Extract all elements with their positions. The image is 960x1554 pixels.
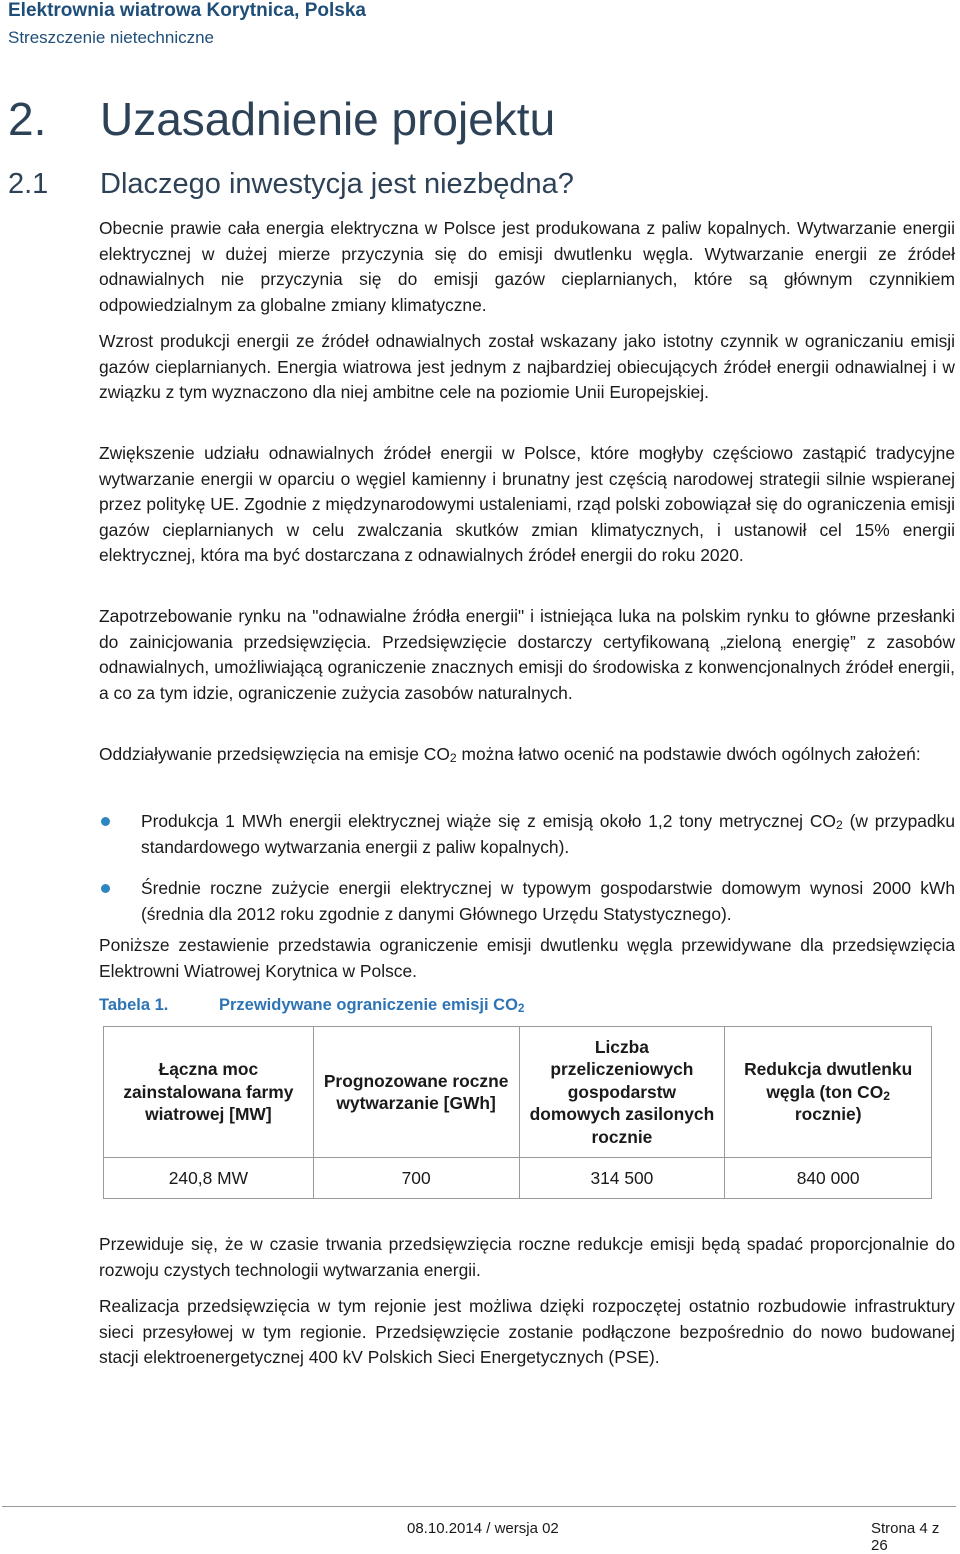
table-label: Tabela 1. xyxy=(99,996,169,1014)
table-row xyxy=(104,1158,932,1199)
paragraph-text: Obecnie prawie cała energia elektryczna w Polsce jest produkowana z paliw kopalnych. Wytwarzanie energii elektrycznej w dużej mierze przyczynia się do emisji dwutlenku węgla. Wytwarzanie energii ze źródeł odnawialnych nie przyczynia się do emisji gazów cieplarnianych, które są głównym czynnikiem odpowiedzialnym za globalne zmiany klimatyczne. xyxy=(99,218,955,315)
subscript: 2 xyxy=(883,1088,890,1103)
bullet-icon xyxy=(101,884,110,893)
paragraph-text: Zwiększenie udziału odnawialnych źródeł energii w Polsce, które mogłyby częściowo zastąpić tradycyjne wytwarzanie energii w oparciu o węgiel kamienny i brunatny jest częścią narodowej strategii silnie wspieranej przez politykę UE. Zgodnie z międzynarodowymi ustaleniami, rząd polski zobowiązał się do ograniczenia emisji gazów cieplarnianych w celu zwalczania skutków zmian klimatycznych, i ustanowił cel 15% energii elektrycznej, która ma być dostarczana z odnawialnych źródeł energii do roku 2020. xyxy=(99,443,955,565)
emissions-table xyxy=(103,1026,932,1199)
cell-installed-capacity: 240,8 MW xyxy=(104,1158,314,1199)
paragraph-text xyxy=(99,742,955,768)
paragraph-text: Przewiduje się, że w czasie trwania przedsięwzięcia roczne redukcje emisji będą spadać proporcjonalnie do rozwoju czystych technologii wytwarzania energii. xyxy=(99,1234,955,1280)
header-installed-capacity: Łączna moc zainstalowana farmy wiatrowej [MW] xyxy=(104,1027,314,1158)
paragraph-7 xyxy=(99,1232,955,1283)
text-run: (w przypadku standardowego wytwarzania energii z paliw kopalnych). xyxy=(141,811,956,857)
header-co2-reduction xyxy=(725,1027,932,1158)
subsection-heading xyxy=(8,168,574,201)
paragraph-3 xyxy=(99,441,955,569)
section-title: Uzasadnienie projektu xyxy=(100,93,556,145)
subsection-number: 2.1 xyxy=(8,168,49,200)
paragraph-text: Wzrost produkcji energii ze źródeł odnawialnych został wskazany jako istotny czynnik w ograniczaniu emisji gazów cieplarnianych. Energia wiatrowa jest jednym z najbardziej obiecujących źródeł energii odnawialnej i w związku z tym wyznaczono dla niej ambitne cele na poziomie Unii Europejskiej. xyxy=(99,331,955,402)
text-run: Redukcja dwutlenku węgla (ton CO xyxy=(744,1059,913,1102)
text-run: Produkcja 1 MWh energii elektrycznej wiąże się z emisją około 1,2 tony metrycznej CO xyxy=(141,811,836,831)
paragraph-2 xyxy=(99,329,955,406)
table-header-row xyxy=(104,1027,932,1158)
paragraph-text: Realizacja przedsięwzięcia w tym rejonie jest możliwa dzięki rozpoczętej ostatnio rozbudowie infrastruktury sieci przesyłowej w tym regionie. Przedsięwzięcie zostanie podłączone bezpośrednio do nowo budowanej stacji elektroenergetycznej 400 kV Polskich Sieci Energetycznych (PSE). xyxy=(99,1296,955,1367)
paragraph-4 xyxy=(99,604,955,706)
document-header-title: Elektrownia wiatrowa Korytnica, Polska xyxy=(8,0,366,21)
paragraph-text: Zapotrzebowanie rynku na "odnawialne źródła energii" i istniejąca luka na polskim rynku to główne przesłanki do zainicjowania przedsięwzięcia. Przedsięwzięcie dostarczy certyfikowaną „zieloną energię” z zasobów odnawialnych, umożliwiającą ograniczenie znacznych emisji do środowiska z konwencjonalnych źródeł energii, a co za tym idzie, ograniczenie zużycia zasobów naturalnych. xyxy=(99,606,955,703)
footer-page-number: Strona 4 z 26 xyxy=(871,1520,940,1554)
subscript: 2 xyxy=(835,818,843,832)
paragraph-8 xyxy=(99,1294,955,1371)
header-households: Liczba przeliczeniowych gospodarstw domowych zasilonych rocznie xyxy=(519,1027,725,1158)
subscript: 2 xyxy=(449,751,457,765)
cell-annual-generation: 700 xyxy=(313,1158,519,1199)
header-annual-generation: Prognozowane roczne wytwarzanie [GWh] xyxy=(313,1027,519,1158)
cell-households: 314 500 xyxy=(519,1158,725,1199)
table-caption xyxy=(99,996,524,1015)
footer-divider xyxy=(2,1506,956,1507)
paragraph-text: Poniższe zestawienie przedstawia ograniczenie emisji dwutlenku węgla przewidywane dla przedsięwzięcia Elektrowni Wiatrowej Korytnica w Polsce. xyxy=(99,935,955,981)
subscript: 2 xyxy=(517,1003,525,1015)
section-heading xyxy=(8,92,555,146)
bullet-item xyxy=(99,876,955,927)
bullet-item xyxy=(99,809,955,860)
paragraph-6 xyxy=(99,933,955,984)
bullet-icon xyxy=(101,817,110,826)
text-run: Średnie roczne zużycie energii elektrycznej w typowym gospodarstwie domowym wynosi 2000 kWh (średnia dla 2012 roku zgodnie z danymi Głównego Urzędu Statystycznego). xyxy=(141,878,955,924)
bullet-list xyxy=(99,809,955,927)
footer-date-version: 08.10.2014 / wersja 02 xyxy=(407,1520,559,1537)
section-number: 2. xyxy=(8,93,47,145)
table-caption-text: Przewidywane ograniczenie emisji CO xyxy=(219,996,518,1014)
paragraph-1 xyxy=(99,216,955,318)
text-run: Oddziaływanie przedsięwzięcia na emisje CO xyxy=(99,744,450,764)
text-run: rocznie) xyxy=(794,1104,862,1125)
document-header-subtitle: Streszczenie nietechniczne xyxy=(8,28,215,47)
paragraph-5 xyxy=(99,742,955,768)
text-run: można łatwo ocenić na podstawie dwóch ogólnych założeń: xyxy=(456,744,921,764)
cell-co2-reduction: 840 000 xyxy=(725,1158,932,1199)
subsection-title: Dlaczego inwestycja jest niezbędna? xyxy=(100,168,574,200)
